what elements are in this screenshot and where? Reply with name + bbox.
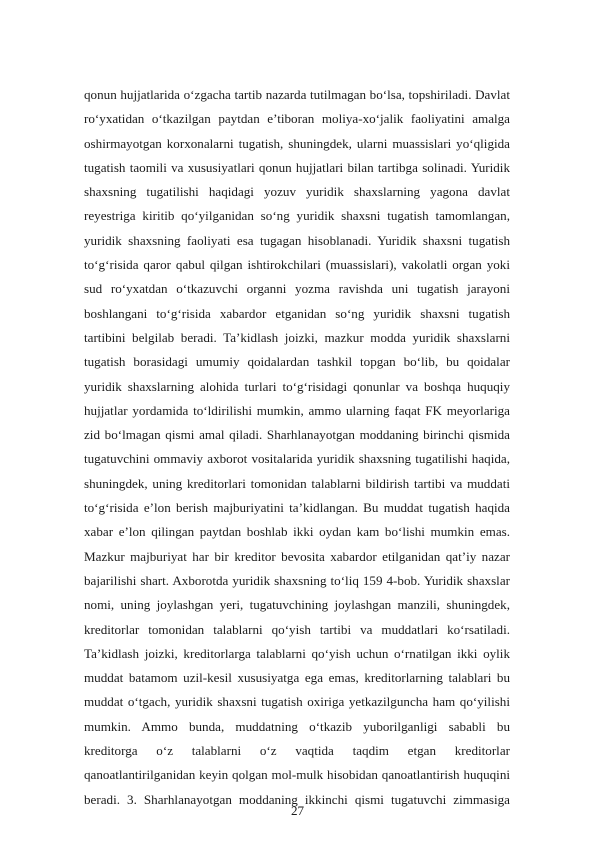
text-line: to‘g‘risida e’lon berish majburiyatini ta’kidlangan. Bu muddat tugatish haqida bbox=[84, 500, 510, 516]
page-number: 27 bbox=[290, 803, 305, 818]
text-line: shuningdek, uning kreditorlari tomonidan talablarni bildirish tartibi va muddati bbox=[84, 475, 510, 491]
text-line: mumkin. Ammo bunda, muddatning o‘tkazib yuborilganligi sababli bu bbox=[84, 718, 510, 734]
text-line: zid bo‘lmagan qismi amal qiladi. Sharhlanayotgan moddaning birinchi qismida bbox=[84, 427, 510, 443]
text-line: muddat batamom uzil-kesil xususiyatga ega emas, kreditorlarning talablari bu bbox=[84, 670, 510, 686]
text-line: muddat o‘tgach, yuridik shaxsni tugatish oxiriga yetkazilguncha ham qo‘yilishi bbox=[84, 694, 510, 710]
text-line: xabar e’lon qilingan paytdan boshlab ikki oydan kam bo‘lishi mumkin emas. bbox=[84, 524, 510, 540]
body-text bbox=[84, 83, 510, 812]
text-line: sud ro‘yxatdan o‘tkazuvchi organni yozma ravishda uni tugatish jarayoni bbox=[84, 281, 510, 297]
text-line: Ta’kidlash joizki, kreditorlarga talablarni qo‘yish uchun o‘rnatilgan ikki oylik bbox=[84, 645, 510, 661]
text-line: shaxsning tugatilishi haqidagi yozuv yuridik shaxslarning yagona davlat bbox=[84, 184, 510, 200]
text-line: tugatish taomili va xususiyatlari qonun hujjatlari bilan tartibga solinadi. Yuridik bbox=[84, 159, 510, 175]
text-line: oshirmayotgan korxonalarni tugatish, shuningdek, ularni muassislari yo‘qligida bbox=[84, 135, 510, 151]
text-line: kreditorlar tomonidan talablarni qo‘yish tartibi va muddatlari ko‘rsatiladi. bbox=[84, 621, 510, 637]
text-line: tugatuvchini ommaviy axborot vositalarida yuridik shaxsning tugatilishi haqida, bbox=[84, 451, 510, 467]
text-line: qonun hujjatlarida o‘zgacha tartib nazarda tutilmagan bo‘lsa, topshiriladi. Davlat bbox=[84, 87, 510, 102]
text-line: hujjatlar yordamida to‘ldirilishi mumkin, ammo ularning faqat FK meyorlariga bbox=[84, 402, 510, 418]
text-line: yuridik shaxsning faoliyati esa tugagan hisoblanadi. Yuridik shaxsni tugatish bbox=[84, 232, 510, 248]
text-line: ro‘yxatidan o‘tkazilgan paytdan e’tiboran moliya-xo‘jalik faoliyatini amalga bbox=[84, 111, 510, 127]
text-line: reyestriga kiritib qo‘yilganidan so‘ng yuridik shaxsni tugatish tamomlangan, bbox=[84, 208, 510, 224]
text-line: nomi, uning joylashgan yeri, tugatuvchining joylashgan manzili, shuningdek, bbox=[84, 597, 510, 613]
text-line: kreditorga o‘z talablarni o‘z vaqtida taqdim etgan kreditorlar bbox=[84, 743, 510, 759]
text-line: boshlangani to‘g‘risida xabardor etganidan so‘ng yuridik shaxsni tugatish bbox=[84, 305, 510, 321]
text-line: to‘g‘risida qaror qabul qilgan ishtirokchilari (muassislari), vakolatli organ yoki bbox=[84, 257, 510, 273]
text-line: bajarilishi shart. Axborotda yuridik shaxsning to‘liq 159 4-bob. Yuridik shaxslar bbox=[84, 572, 510, 588]
text-line: qanoatlantirilganidan keyin qolgan mol-mulk hisobidan qanoatlantirish huquqini bbox=[84, 767, 510, 783]
text-line: tugatish borasidagi umumiy qoidalardan tashkil topgan bo‘lib, bu qoidalar bbox=[84, 354, 510, 370]
text-line: Mazkur majburiyat har bir kreditor bevosita xabardor etilganidan qat’iy nazar bbox=[84, 548, 510, 564]
text-line: beradi. 3. Sharhlanayotgan moddaning ikkinchi qismi tugatuvchi zimmasiga bbox=[84, 791, 510, 807]
text-line: tartibini belgilab beradi. Ta’kidlash joizki, mazkur modda yuridik shaxslarni bbox=[84, 329, 510, 345]
text-line: yuridik shaxslarning alohida turlari to‘g‘risidagi qonunlar va boshqa huquqiy bbox=[84, 378, 510, 394]
